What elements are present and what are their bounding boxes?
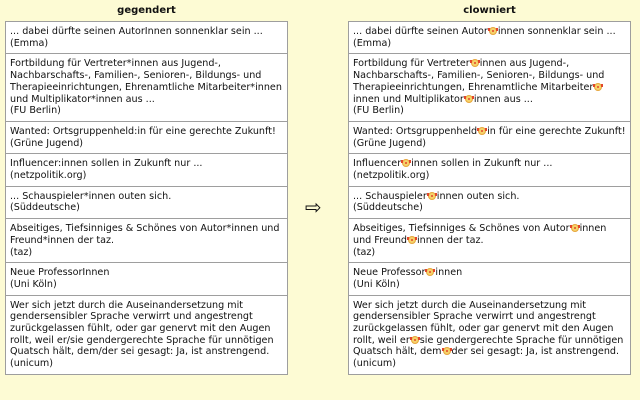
entry-text: ... Schauspieler innen outen sich. (353, 190, 520, 202)
entry-source: (unicum) (10, 358, 54, 370)
right-column-title: clowniert (463, 5, 516, 16)
clown-face-icon (443, 347, 451, 355)
entry-text: Wer sich jetzt durch die Auseinandersetzung mit gendersensibler Sprache verwirrt und angestrengt zurückgelassen fühlt, oder gar genervt mit den Augen rollt, weil er/sie gendergerechte Sprache für unnötigen Quatsch hält, dem/der sei gesagt: Ja, ist anstrengend. (10, 299, 274, 358)
entry-unicum (6, 296, 287, 374)
entry-text: Fortbildung für Vertreter innen aus Jugend-, Nachbarschafts-, Familien-, Senioren-, Bildungs- und Therapieeinrichtungen, Ehrenamtliche Mitarbeiterinnen und Multiplikator innen aus ... (353, 58, 605, 105)
entry-text: Fortbildung für Vertreter*innen aus Jugend-, Nachbarschafts-, Familien-, Senioren-, Bildungs- und Therapieeinrichtungen, Ehrenamtliche Mitarbeiter*innen und Multiplikator*innen aus ... (10, 58, 282, 105)
entry-taz (6, 219, 287, 263)
entry-source: (Süddeutsche) (353, 202, 423, 214)
entry-unicum (349, 296, 630, 374)
clown-face-icon (594, 83, 602, 91)
entry-source: (Emma) (353, 37, 392, 49)
entry-text: Wanted: Ortsgruppenheld:in für eine gerechte Zukunft! (10, 125, 276, 137)
entry-netzpolitik (349, 154, 630, 186)
entry-source: (taz) (10, 246, 33, 258)
entry-gruene-jugend (6, 122, 287, 154)
entry-netzpolitik (6, 154, 287, 186)
entry-emma (6, 22, 287, 54)
entry-source: (netzpolitik.org) (10, 170, 87, 182)
clowniert-panel (348, 21, 631, 375)
clown-face-icon (489, 27, 497, 35)
entry-uni-koeln (6, 263, 287, 295)
clown-face-icon (571, 224, 579, 232)
entry-source: (unicum) (353, 358, 397, 370)
entry-text: ... Schauspieler*innen outen sich. (10, 190, 172, 202)
entry-uni-koeln (349, 263, 630, 295)
entry-text: ... dabei dürfte seinen Autor innen sonnenklar sein ... (353, 26, 616, 37)
entry-text: Wer sich jetzt durch die Auseinandersetzung mit gendersensibler Sprache verwirrt und angestrengt zurückgelassen fühlt, oder gar genervt mit den Augen rollt, weil er sie gendergerechte Sprache für unnötigen Quatsch hält, dem der sei gesagt: Ja, ist anstrengend. (353, 299, 624, 358)
entry-text: Neue Professor innen (353, 267, 463, 279)
entry-text: Influencer innen sollen in Zukunft nur ... (353, 158, 553, 170)
clown-face-icon (402, 159, 410, 167)
entry-text: ... dabei dürfte seinen AutorInnen sonnenklar sein ... (10, 26, 263, 37)
left-column-title: gegendert (117, 5, 176, 16)
entry-source: (taz) (353, 246, 376, 258)
entry-text: Wanted: Ortsgruppenheld in für eine gerechte Zukunft! (353, 125, 626, 137)
entry-source: (Süddeutsche) (10, 202, 80, 214)
entry-source: (netzpolitik.org) (353, 170, 430, 182)
entry-source: (Grüne Jugend) (10, 137, 84, 149)
clown-face-icon (408, 236, 416, 244)
entry-taz (349, 219, 630, 263)
clown-face-icon (471, 59, 479, 67)
entry-sueddeutsche (6, 187, 287, 219)
entry-source: (Uni Köln) (353, 278, 400, 290)
gegendert-panel (5, 21, 288, 375)
entry-source: (Grüne Jugend) (353, 137, 427, 149)
entry-source: (FU Berlin) (10, 105, 61, 117)
clown-face-icon (478, 127, 486, 135)
entry-fu-berlin (349, 54, 630, 122)
entry-emma (349, 22, 630, 54)
entry-sueddeutsche (349, 187, 630, 219)
entry-source: (Uni Köln) (10, 278, 57, 290)
entry-fu-berlin (6, 54, 287, 122)
entry-text: Neue ProfessorInnen (10, 267, 110, 279)
clown-face-icon (426, 268, 434, 276)
clown-face-icon (428, 192, 436, 200)
entry-text: Abseitiges, Tiefsinniges & Schönes von Autor innen und Freund innen der taz. (353, 223, 607, 246)
entry-source: (FU Berlin) (353, 105, 404, 117)
clown-face-icon (465, 95, 473, 103)
entry-text: Abseitiges, Tiefsinniges & Schönes von Autor*innen und Freund*innen der taz. (10, 223, 280, 246)
arrow-right-icon: ⇨ (305, 195, 322, 219)
clown-face-icon (411, 336, 419, 344)
entry-text: Influencer:innen sollen in Zukunft nur ... (10, 158, 203, 170)
entry-gruene-jugend (349, 122, 630, 154)
entry-source: (Emma) (10, 37, 49, 49)
